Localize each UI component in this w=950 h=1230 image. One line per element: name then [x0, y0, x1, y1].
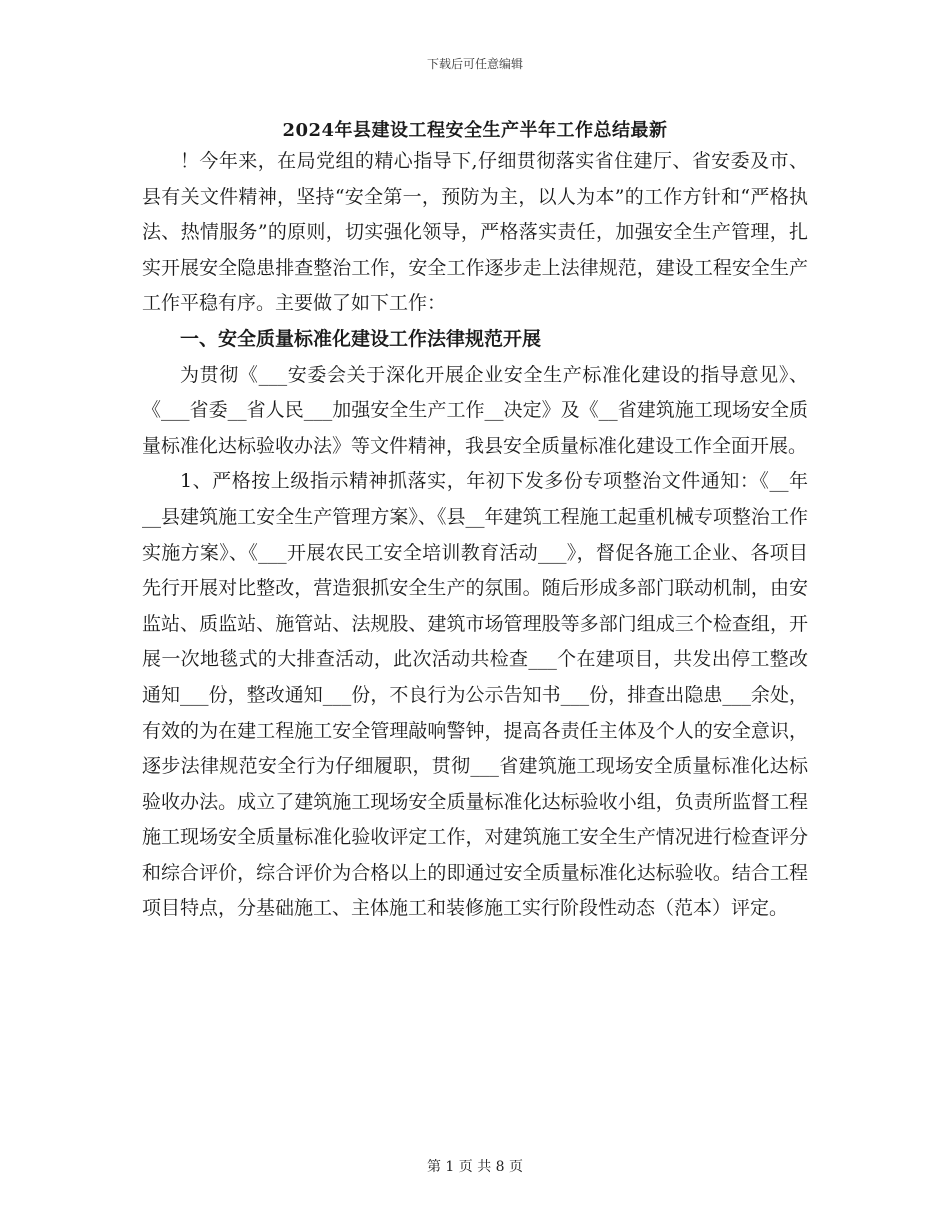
- section-paragraph: 为贯彻《___安委会关于深化开展企业安全生产标准化建设的指导意见》、《___省委__省人民___加强安全生产工作__决定》及《__省建筑施工现场安全质量标准化达标验收办法》等文件精神，我县安全质量标准化建设工作全面开展。: [142, 363, 808, 457]
- document-title: 2024年县建设工程安全生产半年工作总结最新: [282, 120, 668, 141]
- document-body: [142, 144, 808, 927]
- section-heading: 一、安全质量标准化建设工作法律规范开展: [180, 327, 542, 350]
- intro-paragraph: ！今年来，在局党组的精心指导下,仔细贯彻落实省住建厅、省安委及市、县有关文件精神，坚持“安全第一，预防为主，以人为本”的工作方针和“严格执法、热情服务”的原则，切实强化领导，严格落实责任，加强安全生产管理，扎实开展安全隐患排查整治工作，安全工作逐步走上法律规范，建设工程安全生产工作平稳有序。主要做了如下工作：: [142, 150, 808, 315]
- page-footer: 第 1 页 共 8 页: [426, 1159, 524, 1175]
- section-paragraph: 1、严格按上级指示精神抓落实，年初下发多份专项整治文件通知：《__年__县建筑施工安全生产管理方案》、《县__年建筑工程施工起重机械专项整治工作实施方案》、《___开展农民工安全培训教育活动___》，督促各施工企业、各项目先行开展对比整改，营造狠抓安全生产的氛围。随后形成多部门联动机制，由安监站、质监站、施管站、法规股、建筑市场管理股等多部门组成三个检查组，开展一次地毯式的大排查活动，此次活动共检查___个在建项目，共发出停工整改通知___份，整改通知___份，不良行为公示告知书___份，排查出隐患___余处，有效的为在建工程施工安全管理敲响警钟，提高各责任主体及个人的安全意识，逐步法律规范安全行为仔细履职，贯彻___省建筑施工现场安全质量标准化达标验收办法。成立了建筑施工现场安全质量标准化达标验收小组，负责所监督工程施工现场安全质量标准化验收评定工作，对建筑施工安全生产情况进行检查评分和综合评价，综合评价为合格以上的即通过安全质量标准化达标验收。结合工程项目特点，分基础施工、主体施工和装修施工实行阶段性动态（范本）评定。: [142, 470, 808, 920]
- header-note: 下载后可任意编辑: [426, 57, 523, 71]
